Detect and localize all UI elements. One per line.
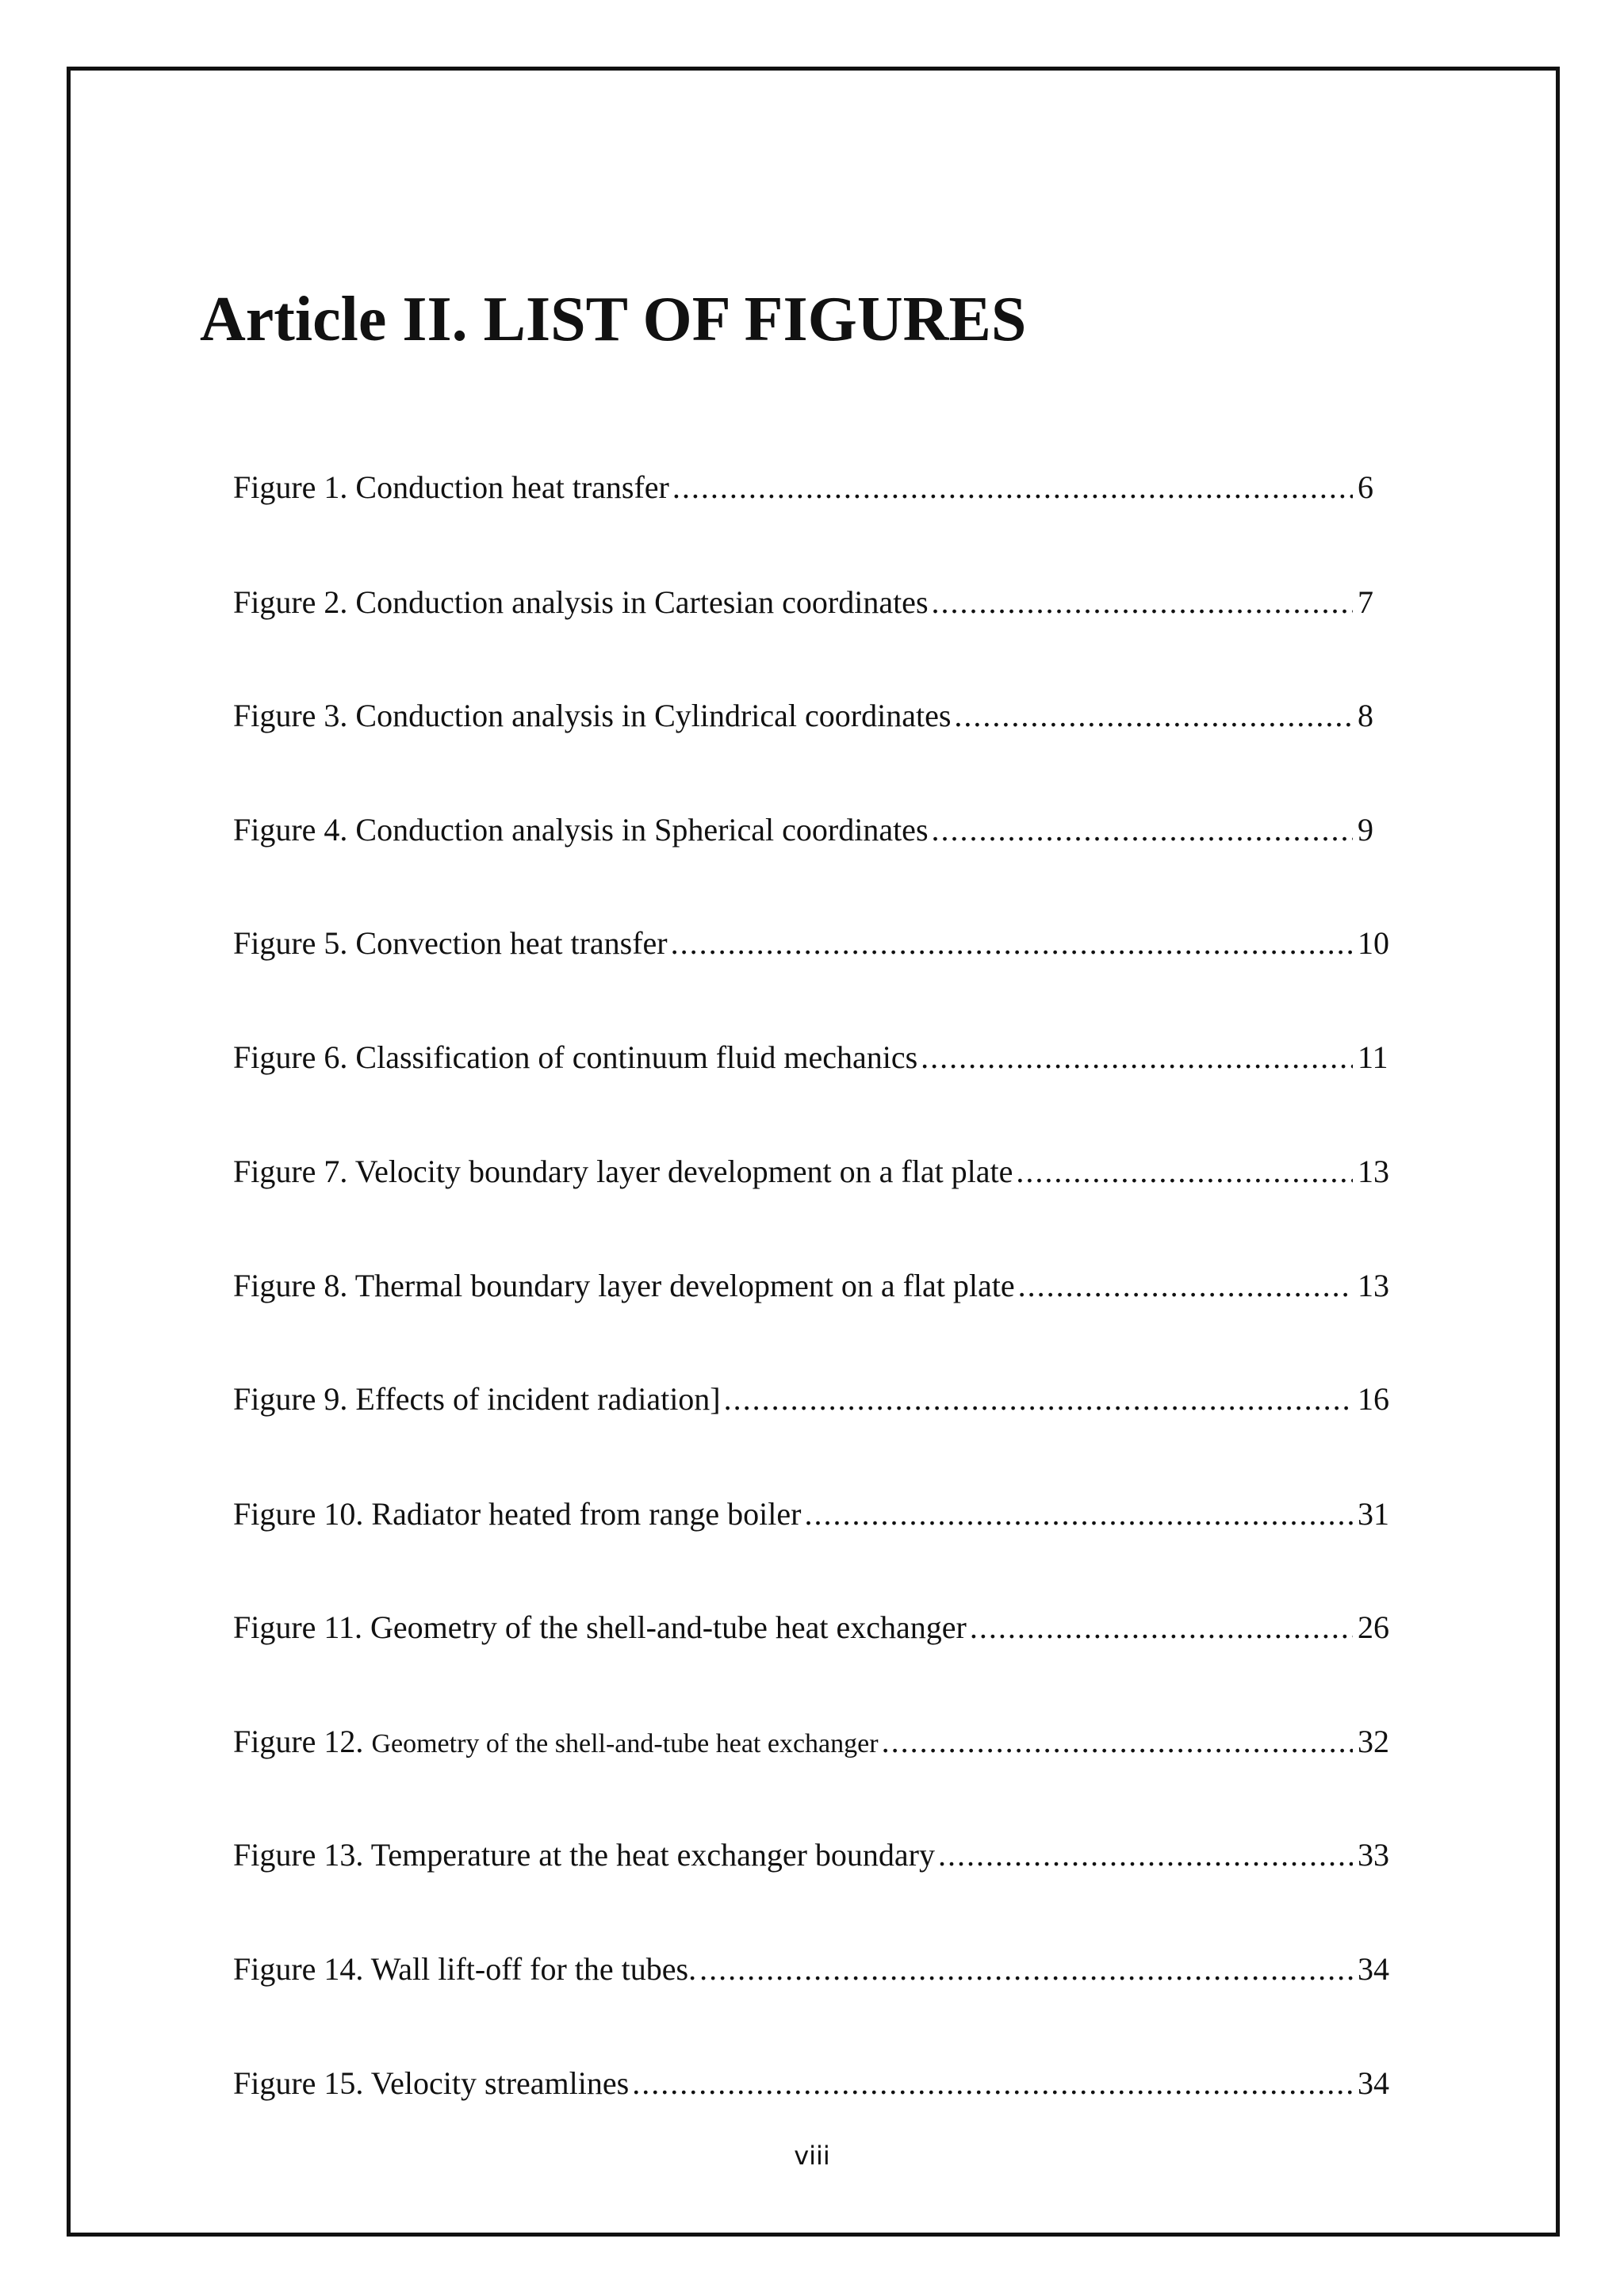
toc-entry-label: Figure 13. Temperature at the heat exchanger boundary — [233, 1837, 935, 1873]
dot-leader — [671, 920, 1353, 967]
toc-entry-page: 6 — [1358, 469, 1373, 505]
toc-entry-label: Figure 15. Velocity streamlines — [233, 2065, 630, 2101]
toc-entry-label: Figure 7. Velocity boundary layer development on a flat plate — [233, 1154, 1013, 1189]
dot-leader — [921, 1034, 1353, 1081]
toc-entry-page: 10 — [1358, 925, 1389, 961]
toc-entry-page: 34 — [1358, 2065, 1389, 2101]
toc-entry-label: Figure 8. Thermal boundary layer development on a flat plate — [233, 1268, 1015, 1303]
dot-leader — [882, 1718, 1353, 1766]
toc-entry-label: Figure 1. Conduction heat transfer — [233, 469, 669, 505]
toc-entry-page: 7 — [1358, 584, 1373, 620]
toc-entry[interactable] — [233, 1831, 1399, 1879]
toc-entry[interactable] — [233, 464, 1399, 511]
toc-entry-label-prefix: Figure 12. — [233, 1724, 372, 1759]
dot-leader — [970, 1604, 1353, 1651]
toc-entry[interactable] — [233, 2060, 1399, 2107]
toc-entry[interactable] — [233, 806, 1399, 854]
toc-entry-page: 8 — [1358, 698, 1373, 733]
toc-entry[interactable] — [233, 1376, 1399, 1423]
dot-leader — [954, 692, 1353, 740]
page-title: Article II. LIST OF FIGURES — [200, 285, 1027, 354]
dot-leader — [1018, 1262, 1353, 1310]
toc-entry-page: 9 — [1358, 812, 1373, 848]
toc-entry-page: 33 — [1358, 1837, 1389, 1873]
toc-entry-page: 11 — [1358, 1039, 1388, 1075]
dot-leader — [672, 464, 1353, 511]
toc-entry-page: 13 — [1358, 1154, 1389, 1189]
toc-entry-label: Figure 5. Convection heat transfer — [233, 925, 668, 961]
toc-entry[interactable] — [233, 1034, 1399, 1081]
toc-entry[interactable] — [233, 579, 1399, 626]
toc-entry[interactable] — [233, 920, 1399, 967]
toc-entry-page: 26 — [1358, 1609, 1389, 1645]
toc-entry-label: Figure 10. Radiator heated from range boiler — [233, 1496, 802, 1532]
toc-entry-label: Figure 9. Effects of incident radiation] — [233, 1381, 721, 1417]
toc-entry[interactable] — [233, 1262, 1399, 1310]
toc-entry-page: 31 — [1358, 1496, 1389, 1532]
toc-entry-label-rest: Geometry of the shell-and-tube heat exchanger — [371, 1729, 879, 1758]
toc-entry-label: Figure 11. Geometry of the shell-and-tube heat exchanger — [233, 1609, 967, 1645]
dot-leader — [632, 2060, 1353, 2107]
toc-entry[interactable] — [233, 692, 1399, 740]
toc-entry-label: Figure 14. Wall lift-off for the tubes. — [233, 1951, 697, 1987]
toc-entry-label: Figure 3. Conduction analysis in Cylindrical coordinates — [233, 698, 952, 733]
toc-entry[interactable] — [233, 1718, 1399, 1766]
toc-entry-page: 16 — [1358, 1381, 1389, 1417]
dot-leader — [724, 1376, 1353, 1423]
dot-leader — [804, 1490, 1353, 1538]
dot-leader — [932, 579, 1353, 626]
dot-leader — [932, 806, 1353, 854]
toc-entry[interactable] — [233, 1946, 1399, 1993]
page-number: viii — [794, 2141, 830, 2171]
toc-entry-label: Figure 2. Conduction analysis in Cartesian coordinates — [233, 584, 929, 620]
toc-entry-page: 34 — [1358, 1951, 1389, 1987]
toc-entry[interactable] — [233, 1148, 1399, 1196]
dot-leader — [699, 1946, 1353, 1993]
toc-entry-label: Figure 6. Classification of continuum fluid mechanics — [233, 1039, 918, 1075]
toc-entry[interactable] — [233, 1490, 1399, 1538]
list-of-figures — [233, 0, 1399, 2296]
dot-leader — [938, 1831, 1353, 1879]
toc-entry-page: 32 — [1358, 1724, 1389, 1759]
dot-leader — [1016, 1148, 1353, 1196]
toc-entry-label: Figure 4. Conduction analysis in Spherical coordinates — [233, 812, 929, 848]
toc-entry-label — [233, 1718, 879, 1768]
toc-entry-page: 13 — [1358, 1268, 1389, 1303]
toc-entry[interactable] — [233, 1604, 1399, 1651]
